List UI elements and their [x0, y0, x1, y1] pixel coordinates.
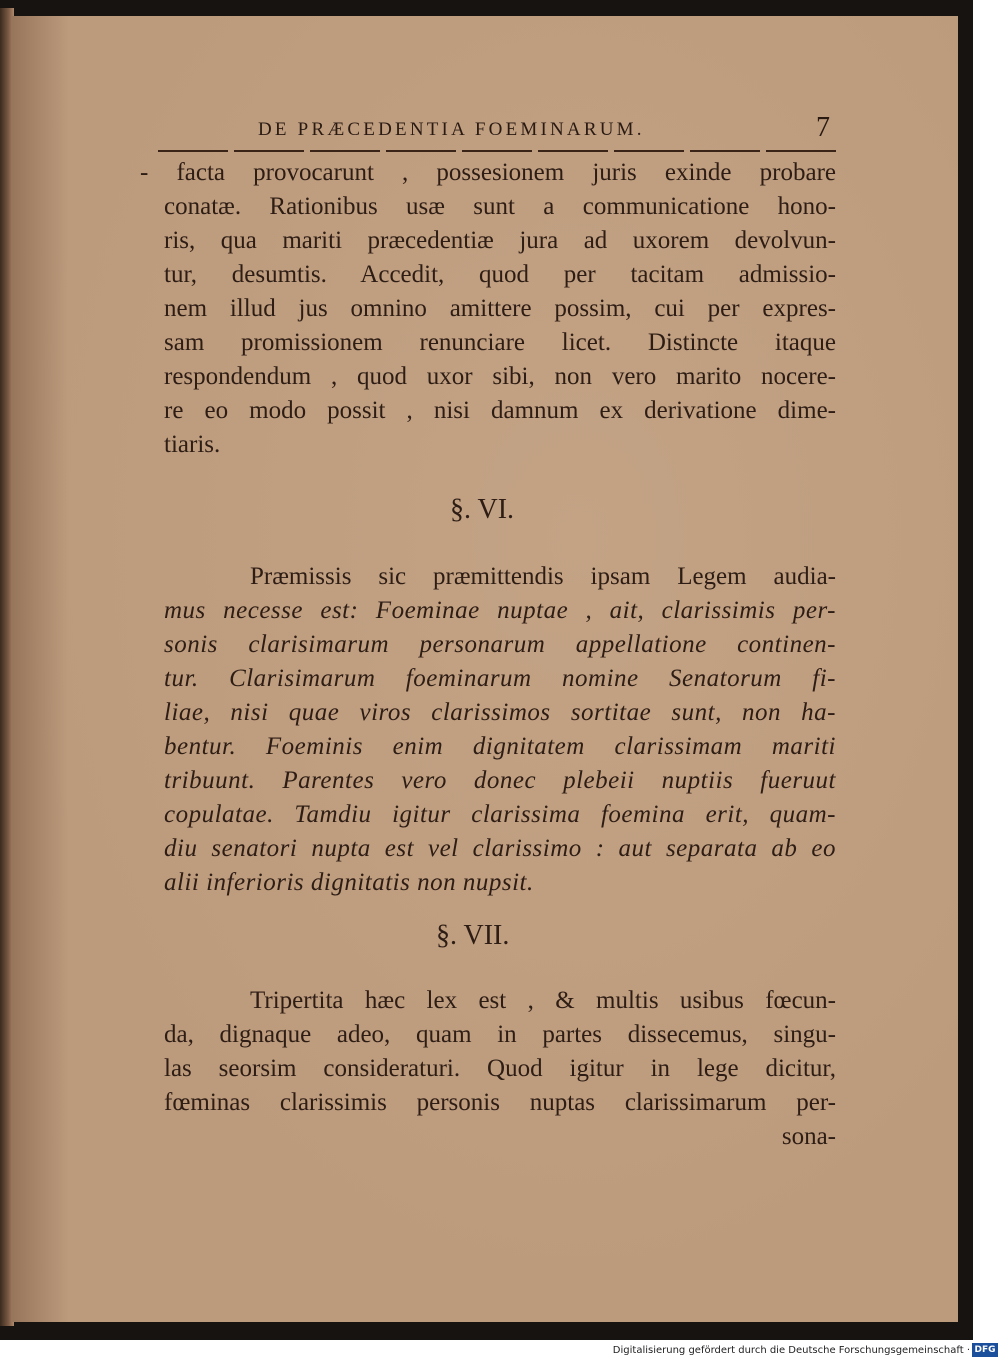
text-line: re eo modo possit , nisi damnum ex derivatione dime- — [164, 397, 836, 424]
text-line: tur, desumtis. Accedit, quod per tacitam admissio- — [164, 261, 836, 288]
text-line: liae, nisi quae viros clarissimos sortitae sunt, non ha- — [164, 699, 836, 726]
text-line: - facta provocarunt , possesionem juris exinde probare — [140, 159, 836, 186]
text-line: tur. Clarisimarum foeminarum nomine Senatorum fi- — [164, 665, 836, 692]
text-line: las seorsim consideraturi. Quod igitur in lege dicitur, — [164, 1055, 836, 1082]
text-line: sam promissionem renunciare licet. Distincte itaque — [164, 329, 836, 356]
text-line: da, dignaque adeo, quam in partes dissecemus, singu- — [164, 1021, 836, 1048]
funding-credit: Digitalisierung gefördert durch die Deutsche Forschungsgemeinschaft · — [612, 1345, 970, 1356]
catchword: sona- — [781, 1123, 836, 1150]
text-line: Præmissis sic præmittendis ipsam Legem audia- — [250, 563, 836, 590]
text-line: copulatae. Tamdiu igitur clarissima foemina erit, quam- — [164, 801, 836, 828]
text-line: bentur. Foeminis enim dignitatem clarissimam mariti — [164, 733, 836, 760]
text-line: tiaris. — [164, 431, 221, 458]
section-heading: §. VII. — [436, 920, 510, 951]
text-line: ris, qua mariti præcedentiæ jura ad uxorem devolvun- — [164, 227, 836, 254]
text-line: diu senatori nupta est vel clarissimo : aut separata ab eo — [164, 835, 836, 862]
text-line: Tripertita hæc lex est , & multis usibus fœcun- — [250, 987, 836, 1014]
text-line: nem illud jus omnino amittere possim, cui per expres- — [164, 295, 836, 322]
header-rule — [158, 150, 838, 152]
text-line: fœminas clarissimis personis nuptas clarissimarum per- — [164, 1089, 836, 1116]
running-head: DE PRÆCEDENTIA FOEMINARUM. — [258, 119, 645, 140]
book-page — [12, 16, 958, 1322]
text-line: conatæ. Rationibus usæ sunt a communicatione hono- — [164, 193, 836, 220]
dfg-logo: DFG — [972, 1343, 998, 1357]
page-number: 7 — [816, 112, 830, 143]
text-line: mus necesse est: Foeminae nuptae , ait, clarissimis per- — [164, 597, 836, 624]
section-heading: §. VI. — [450, 494, 515, 525]
text-line: alii inferioris dignitatis non nupsit. — [164, 869, 534, 896]
text-line: respondendum , quod uxor sibi, non vero marito nocere- — [164, 363, 836, 390]
text-line: tribuunt. Parentes vero donec plebeii nuptiis fueruut — [164, 767, 836, 794]
text-line: sonis clarisimarum personarum appellatione continen- — [164, 631, 836, 658]
